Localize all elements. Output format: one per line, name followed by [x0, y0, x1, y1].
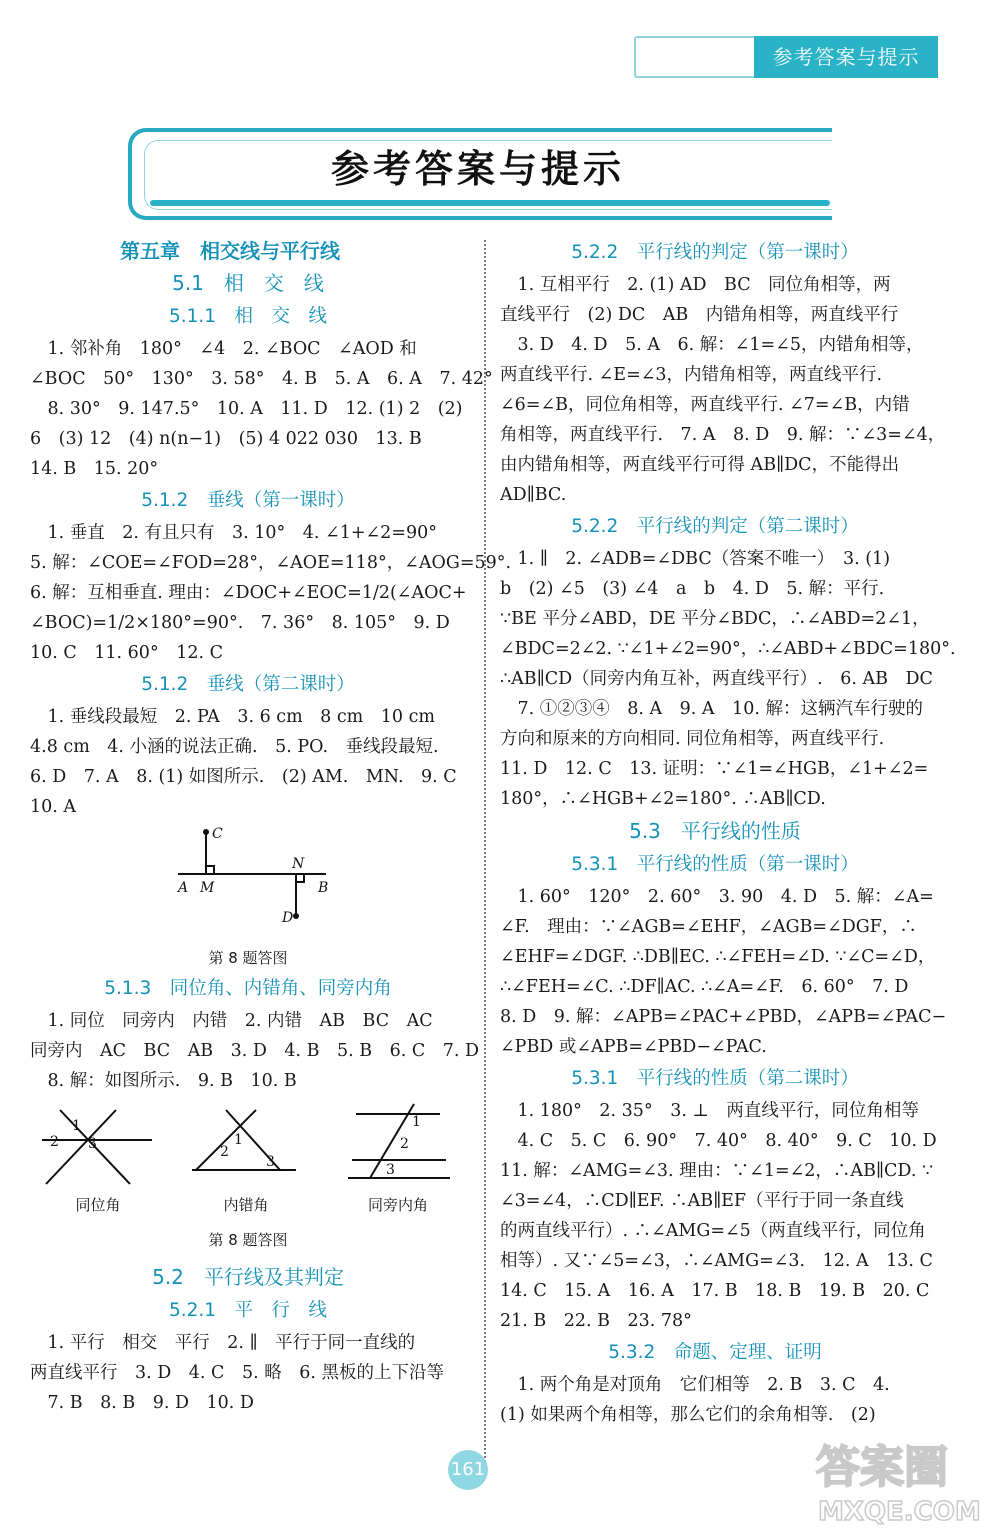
point-label: M — [200, 880, 215, 896]
answer-line: 1. 两个角是对顶角 它们相等 2. B 3. C 4. — [500, 1375, 890, 1395]
angle-pairs-diagram — [30, 1100, 466, 1218]
subsection-heading-5-1-2b: 5.1.2 垂线（第二课时） — [141, 674, 355, 695]
answer-line: AD∥BC. — [500, 485, 567, 505]
answer-line: 1. 平行 相交 平行 2. ∥ 平行于同一直线的 — [30, 1333, 416, 1353]
page-number: 161 — [448, 1450, 488, 1490]
answer-line: 两直线平行 3. D 4. C 5. 略 6. 黑板的上下沿等 — [30, 1363, 444, 1383]
angle-label: 3 — [88, 1136, 97, 1152]
answer-line: 11. 解：∠AMG=∠3. 理由：∵∠1=∠2，∴AB∥CD. ∵ — [500, 1161, 934, 1181]
answer-line: 相等）. 又∵∠5=∠3，∴∠AMG=∠3. 12. A 13. C — [500, 1251, 933, 1271]
section-heading-5-3: 5.3 平行线的性质 — [629, 819, 801, 843]
answer-line: 的两直线平行）. ∴∠AMG=∠5（两直线平行，同位角 — [500, 1221, 926, 1241]
answer-line: 方向和原来的方向相同. 同位角相等，两直线平行. — [500, 729, 885, 749]
answers-5-3-1b — [500, 1096, 937, 1336]
answer-line: ∵BE 平分∠ABD，DE 平分∠BDC，∴∠ABD=2∠1， — [500, 609, 930, 629]
answer-line: 8. D 9. 解：∠APB=∠PAC+∠PBD，∠APB=∠PAC− — [500, 1007, 947, 1027]
angle-label: 2 — [220, 1144, 229, 1160]
answer-line: 3. D 4. D 5. A 6. 解：∠1=∠5，内错角相等， — [500, 335, 924, 355]
figure-perpendicular — [30, 826, 466, 970]
answer-line: 1. 邻补角 180° ∠4 2. ∠BOC ∠AOD 和 — [30, 339, 417, 359]
point-label: B — [318, 880, 329, 896]
figure-caption: 第 8 题答图 — [208, 949, 288, 967]
answer-line: ∴∠FEH=∠C. ∴DF∥AC. ∴∠A=∠F. 6. 60° 7. D — [500, 977, 909, 997]
answer-line: 5. 解：∠COE=∠FOD=28°，∠AOE=118°，∠AOG=59°. — [30, 553, 512, 573]
answers-5-1-2b — [30, 702, 466, 822]
answer-line: 1. 60° 120° 2. 60° 3. 90 4. D 5. 解：∠A= — [500, 887, 934, 907]
subsection-heading-5-1-3: 5.1.3 同位角、内错角、同旁内角 — [104, 978, 392, 999]
angle-label: 1 — [234, 1132, 243, 1148]
answer-line: 14. B 15. 20° — [30, 459, 159, 479]
angle-label: 3 — [386, 1162, 395, 1178]
answer-line: 14. C 15. A 16. A 17. B 18. B 19. B 20. C — [500, 1281, 930, 1301]
subsection-heading-5-2-1: 5.2.1 平 行 线 — [168, 1300, 328, 1321]
answer-line: 1. 垂直 2. 有且只有 3. 10° 4. ∠1+∠2=90° — [30, 523, 437, 543]
answers-5-3-2 — [500, 1370, 930, 1430]
figure-angles — [30, 1100, 466, 1252]
point-label: A — [178, 880, 189, 896]
angle-label: 2 — [400, 1136, 409, 1152]
answer-line: 6. D 7. A 8. (1) 如图所示. (2) AM. MN. 9. C — [30, 767, 457, 787]
subsection-heading-5-2-2b: 5.2.2 平行线的判定（第二课时） — [571, 516, 859, 537]
answer-line: 180°，∴∠HGB+∠2=180°. ∴AB∥CD. — [500, 789, 826, 809]
answer-line: 10. C 11. 60° 12. C — [30, 643, 223, 663]
subsection-heading-5-2-2a: 5.2.2 平行线的判定（第一课时） — [571, 242, 859, 263]
subsection-heading-5-1-1: 5.1.1 相 交 线 — [168, 306, 328, 327]
subsection-heading-5-3-2: 5.3.2 命题、定理、证明 — [608, 1342, 822, 1363]
chapter-heading: 第五章 相交线与平行线 — [120, 239, 340, 263]
point-label: C — [212, 826, 223, 842]
answer-line: 4. C 5. C 6. 90° 7. 40° 8. 40° 9. C 10. D — [500, 1131, 937, 1151]
answers-5-2-1 — [30, 1328, 466, 1418]
answer-line: 7. ①②③④ 8. A 9. A 10. 解：这辆汽车行驶的 — [500, 699, 923, 719]
answer-line: 11. D 12. C 13. 证明：∵∠1=∠HGB，∠1+∠2= — [500, 759, 929, 779]
answer-line: ∠6=∠B，同位角相等，两直线平行. ∠7=∠B，内错 — [500, 395, 910, 415]
figure-caption: 第 8 题答图 — [208, 1231, 288, 1249]
answer-line: ∠3=∠4，∴CD∥EF. ∴AB∥EF（平行于同一条直线 — [500, 1191, 904, 1211]
answer-line: ∠BOC)=1/2×180°=90°. 7. 36° 8. 105° 9. D — [30, 613, 450, 633]
answer-line: 6. 解：互相垂直. 理由：∠DOC+∠EOC=1/2(∠AOC+ — [30, 583, 467, 603]
answers-5-3-1a — [500, 882, 947, 1062]
figure-subcaption: 内错角 — [223, 1196, 269, 1214]
answer-line: 4.8 cm 4. 小涵的说法正确. 5. PO. 垂线段最短. — [30, 737, 439, 757]
answer-line: 角相等，两直线平行. 7. A 8. D 9. 解：∵∠3=∠4， — [500, 425, 946, 445]
answers-5-1-2a — [30, 518, 512, 668]
point-label: D — [282, 910, 294, 926]
answer-line: 由内错角相等，两直线平行可得 AB∥DC，不能得出 — [500, 455, 900, 475]
answers-5-2-2a — [500, 270, 946, 510]
header-tab: 参考答案与提示 — [754, 36, 938, 78]
section-heading-5-1: 5.1 相 交 线 — [172, 271, 324, 295]
subsection-heading-5-3-1a: 5.3.1 平行线的性质（第一课时） — [571, 854, 859, 875]
answer-line: 直线平行 (2) DC AB 内错角相等，两直线平行 — [500, 305, 899, 325]
answer-line: 6 (3) 12 (4) n(n−1) (5) 4 022 030 13. B — [30, 429, 422, 449]
answer-line: ∠F. 理由：∵∠AGB=∠EHF，∠AGB=∠DGF，∴ — [500, 917, 917, 937]
answer-line: 1. 同位 同旁内 内错 2. 内错 AB BC AC — [30, 1011, 433, 1031]
subsection-heading-5-1-2a: 5.1.2 垂线（第一课时） — [141, 490, 355, 511]
point-label: N — [292, 856, 305, 872]
answer-line: 7. B 8. B 9. D 10. D — [30, 1393, 254, 1413]
left-column — [30, 236, 512, 1418]
right-column — [500, 236, 956, 1430]
section-heading-5-2: 5.2 平行线及其判定 — [152, 1265, 344, 1289]
subsection-heading-5-3-1b: 5.3.1 平行线的性质（第二课时） — [571, 1068, 859, 1089]
answer-line: 1. ∥ 2. ∠ADB=∠DBC（答案不唯一） 3. (1) — [500, 549, 891, 569]
answer-line: 1. 互相平行 2. (1) AD BC 同位角相等，两 — [500, 275, 891, 295]
answer-line: 同旁内 AC BC AB 3. D 4. B 5. B 6. C 7. D — [30, 1041, 480, 1061]
header-frame — [634, 36, 756, 78]
answer-line: ∠PBD 或∠APB=∠PBD−∠PAC. — [500, 1037, 767, 1057]
page-title: 参考答案与提示 — [330, 147, 625, 191]
answers-5-2-2b — [500, 544, 956, 814]
answer-line: ∠EHF=∠DGF. ∴DB∥EC. ∴∠FEH=∠D. ∵∠C=∠D， — [500, 947, 936, 967]
angle-label: 2 — [50, 1134, 59, 1150]
answer-line: ∠BOC 50° 130° 3. 58° 4. B 5. A 6. A 7. 42° — [30, 369, 493, 389]
answer-line: 1. 180° 2. 35° 3. ⊥ 两直线平行，同位角相等 — [500, 1101, 919, 1121]
answer-line: 1. 垂线段最短 2. PA 3. 6 cm 8 cm 10 cm — [30, 707, 435, 727]
column-divider — [484, 240, 486, 1470]
answer-line: ∠BDC=2∠2. ∵∠1+∠2=90°，∴∠ABD+∠BDC=180°. — [500, 639, 956, 659]
answers-5-1-3 — [30, 1006, 480, 1096]
answer-line: ∴AB∥CD（同旁内角互补，两直线平行）. 6. AB DC — [500, 669, 933, 689]
perpendicular-diagram — [30, 826, 466, 936]
answer-line: 21. B 22. B 23. 78° — [500, 1311, 692, 1331]
figure-subcaption: 同位角 — [75, 1196, 121, 1214]
answer-line: b (2) ∠5 (3) ∠4 a b 4. D 5. 解：平行. — [500, 579, 885, 599]
answer-line: 8. 30° 9. 147.5° 10. A 11. D 12. (1) 2 (2) — [30, 399, 463, 419]
watermark-logo — [808, 1428, 990, 1528]
watermark-url: MXQE.COM — [818, 1497, 981, 1527]
watermark-text: 答案圈 — [816, 1442, 948, 1493]
angle-label: 1 — [412, 1114, 421, 1130]
angle-label: 1 — [72, 1118, 81, 1134]
answer-line: 10. A — [30, 797, 77, 817]
answers-5-1-1 — [30, 334, 493, 484]
answer-line: 8. 解：如图所示. 9. B 10. B — [30, 1071, 297, 1091]
figure-subcaption: 同旁内角 — [367, 1196, 429, 1214]
answer-line: (1) 如果两个角相等，那么它们的余角相等. (2) — [500, 1405, 876, 1425]
answer-line: 两直线平行. ∠E=∠3，内错角相等，两直线平行. — [500, 365, 883, 385]
angle-label: 3 — [266, 1154, 275, 1170]
